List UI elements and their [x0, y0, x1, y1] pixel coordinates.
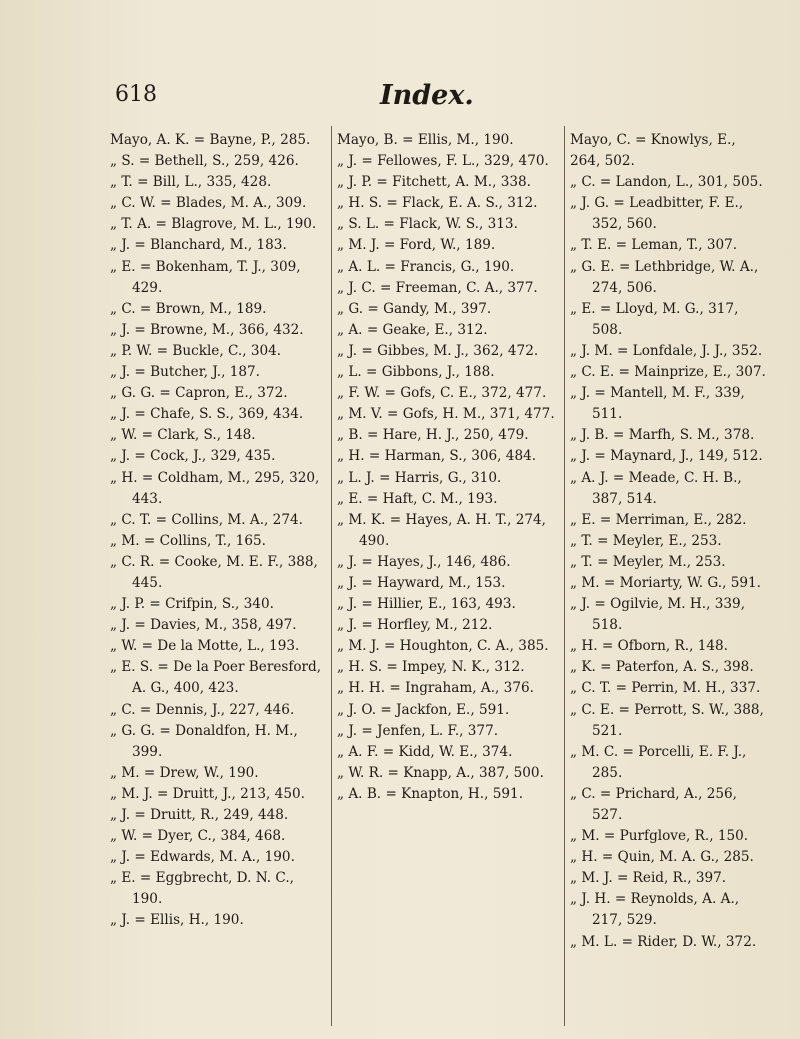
index-entry: „ H. = Ofborn, R., 148.: [570, 638, 728, 655]
index-entry: „ C. W. = Blades, M. A., 309.: [110, 195, 307, 212]
index-entry: „ T. = Meyler, E., 253.: [570, 532, 722, 549]
index-entry: „ P. W. = Buckle, C., 304.: [110, 342, 282, 359]
index-entry: „ J. = Davies, M., 358, 497.: [110, 617, 297, 634]
index-entry: „ M. = Drew, W., 190.: [110, 764, 259, 781]
index-entry: „ A. L. = Francis, G., 190.: [337, 258, 515, 275]
index-entry: „ J. = Gibbes, M. J., 362, 472.: [337, 342, 539, 359]
index-entry: „ J. = Browne, M., 366, 432.: [110, 321, 304, 338]
index-entry: „ C. T. = Collins, M. A., 274.: [110, 511, 303, 528]
index-entry: „ H. H. = Ingraham, A., 376.: [337, 680, 534, 697]
index-entry: „ G. G. = Donaldfon, H. M., 399.: [110, 722, 298, 760]
index-entry: „ W. = Dyer, C., 384, 468.: [110, 828, 286, 845]
page-number: 618: [115, 82, 157, 107]
index-entry: „ J. P. = Fitchett, A. M., 338.: [337, 174, 531, 191]
index-entry: Mayo, B. = Ellis, M., 190.: [337, 132, 514, 148]
index-entry: Mayo, C. = Knowlys, E., 264, 502.: [570, 132, 736, 170]
index-entry: „ J. = Chafe, S. S., 369, 434.: [110, 406, 304, 423]
index-entry: „ W. = Clark, S., 148.: [110, 427, 256, 444]
index-column-1: [110, 130, 325, 932]
index-entry: „ H. = Coldham, M., 295, 320, 443.: [110, 469, 320, 507]
page-header: [0, 80, 800, 120]
index-entry: „ C. = Landon, L., 301, 505.: [570, 174, 763, 191]
index-entry: „ E. = Merriman, E., 282.: [570, 511, 747, 528]
index-entry: „ J. = Blanchard, M., 183.: [110, 237, 287, 254]
index-entry: „ E. S. = De la Poer Beresford, A. G., 400, 423.: [110, 659, 322, 697]
index-entry: „ J. B. = Marfh, S. M., 378.: [570, 427, 755, 444]
index-entry: „ M. J. = Houghton, C. A., 385.: [337, 638, 549, 655]
index-entry: „ M. = Purfglove, R., 150.: [570, 828, 749, 845]
index-entry: „ S. = Bethell, S., 259, 426.: [110, 153, 299, 170]
index-entry: „ A. = Geake, E., 312.: [337, 321, 488, 338]
index-entry: „ J. = Edwards, M. A., 190.: [110, 849, 295, 866]
index-entry: „ A. J. = Meade, C. H. B., 387, 514.: [570, 469, 742, 507]
index-entry: „ M. J. = Reid, R., 397.: [570, 870, 727, 887]
index-entry: „ J. = Maynard, J., 149, 512.: [570, 448, 763, 465]
index-entry: „ C. E. = Perrott, S. W., 388, 521.: [570, 701, 764, 739]
index-entry: „ H. = Harman, S., 306, 484.: [337, 448, 537, 465]
index-entry: „ K. = Paterfon, A. S., 398.: [570, 659, 754, 676]
index-entry: „ M. J. = Ford, W., 189.: [337, 237, 496, 254]
index-entry: „ C. E. = Mainprize, E., 307.: [570, 364, 766, 381]
index-entry: „ J. = Mantell, M. F., 339, 511.: [570, 385, 745, 423]
index-entry: „ M. V. = Gofs, H. M., 371, 477.: [337, 406, 555, 423]
index-entry: „ L. J. = Harris, G., 310.: [337, 469, 502, 486]
index-entry: „ J. = Jenfen, L. F., 377.: [337, 722, 499, 739]
index-entry: „ S. L. = Flack, W. S., 313.: [337, 216, 518, 233]
index-entry: „ J. P. = Crifpin, S., 340.: [110, 596, 274, 613]
index-entry: „ E. = Eggbrecht, D. N. C., 190.: [110, 870, 294, 908]
index-entry: „ J. = Ogilvie, M. H., 339, 518.: [570, 596, 746, 634]
index-entry: „ J. M. = Lonfdale, J. J., 352.: [570, 342, 763, 359]
index-entry: „ T. E. = Leman, T., 307.: [570, 237, 738, 254]
index-entry: „ T. A. = Blagrove, M. L., 190.: [110, 216, 317, 233]
index-entry: „ E. = Haft, C. M., 193.: [337, 490, 498, 507]
index-column-2: [337, 130, 557, 805]
column-divider: [564, 126, 565, 1026]
index-entry: „ B. = Hare, H. J., 250, 479.: [337, 427, 529, 444]
index-entry: „ M. C. = Porcelli, E. F. J., 285.: [570, 743, 747, 781]
index-entry: „ G. E. = Lethbridge, W. A., 274, 506.: [570, 258, 759, 296]
index-entry: „ J. = Ellis, H., 190.: [110, 912, 244, 929]
index-entry: „ J. = Druitt, R., 249, 448.: [110, 807, 289, 823]
index-entry: „ G. = Gandy, M., 397.: [337, 300, 492, 317]
index-entry: „ F. W. = Gofs, C. E., 372, 477.: [337, 385, 547, 402]
index-entry: „ J. G. = Leadbitter, F. E., 352, 560.: [570, 195, 744, 233]
index-entry: „ G. G. = Capron, E., 372.: [110, 385, 288, 402]
index-entry: „ C. = Brown, M., 189.: [110, 300, 267, 317]
index-entry: „ H. S. = Impey, N. K., 312.: [337, 659, 525, 676]
index-entry: „ A. F. = Kidd, W. E., 374.: [337, 743, 513, 760]
index-entry: „ J. = Cock, J., 329, 435.: [110, 448, 276, 465]
index-column-3: [570, 130, 770, 953]
index-entry: „ J. = Hayes, J., 146, 486.: [337, 553, 511, 570]
index-entry: Mayo, A. K. = Bayne, P., 285.: [110, 132, 311, 148]
index-entry: „ W. = De la Motte, L., 193.: [110, 638, 300, 655]
index-entry: „ J. = Hillier, E., 163, 493.: [337, 596, 516, 613]
index-entry: „ H. = Quin, M. A. G., 285.: [570, 849, 754, 866]
index-entry: „ T. = Bill, L., 335, 428.: [110, 174, 272, 191]
index-entry: „ H. S. = Flack, E. A. S., 312.: [337, 195, 538, 212]
index-entry: „ E. = Lloyd, M. G., 317, 508.: [570, 300, 739, 338]
running-title: Index.: [380, 80, 474, 111]
index-entry: „ E. = Bokenham, T. J., 309, 429.: [110, 258, 301, 296]
index-entry: „ T. = Meyler, M., 253.: [570, 553, 726, 570]
index-entry: „ J. H. = Reynolds, A. A., 217, 529.: [570, 891, 740, 929]
index-entry: „ C. = Prichard, A., 256, 527.: [570, 785, 737, 823]
index-entry: „ W. R. = Knapp, A., 387, 500.: [337, 764, 544, 781]
index-entry: „ M. K. = Hayes, A. H. T., 274, 490.: [337, 511, 546, 549]
index-entry: „ J. = Hayward, M., 153.: [337, 574, 506, 591]
index-entry: „ C. T. = Perrin, M. H., 337.: [570, 680, 761, 697]
column-divider: [331, 126, 332, 1026]
index-entry: „ M. J. = Druitt, J., 213, 450.: [110, 785, 305, 802]
index-entry: „ A. B. = Knapton, H., 591.: [337, 785, 524, 802]
index-entry: „ L. = Gibbons, J., 188.: [337, 364, 495, 381]
index-entry: „ C. R. = Cooke, M. E. F., 388, 445.: [110, 553, 318, 591]
index-entry: „ J. O. = Jackfon, E., 591.: [337, 701, 510, 718]
index-entry: „ M. = Moriarty, W. G., 591.: [570, 574, 762, 591]
index-entry: „ J. = Horfley, M., 212.: [337, 617, 493, 634]
index-entry: „ M. = Collins, T., 165.: [110, 532, 266, 549]
index-entry: „ J. = Butcher, J., 187.: [110, 364, 261, 381]
index-entry: „ M. L. = Rider, D. W., 372.: [570, 933, 757, 950]
index-entry: „ C. = Dennis, J., 227, 446.: [110, 701, 295, 718]
index-entry: „ J. C. = Freeman, C. A., 377.: [337, 279, 538, 296]
index-entry: „ J. = Fellowes, F. L., 329, 470.: [337, 153, 549, 170]
